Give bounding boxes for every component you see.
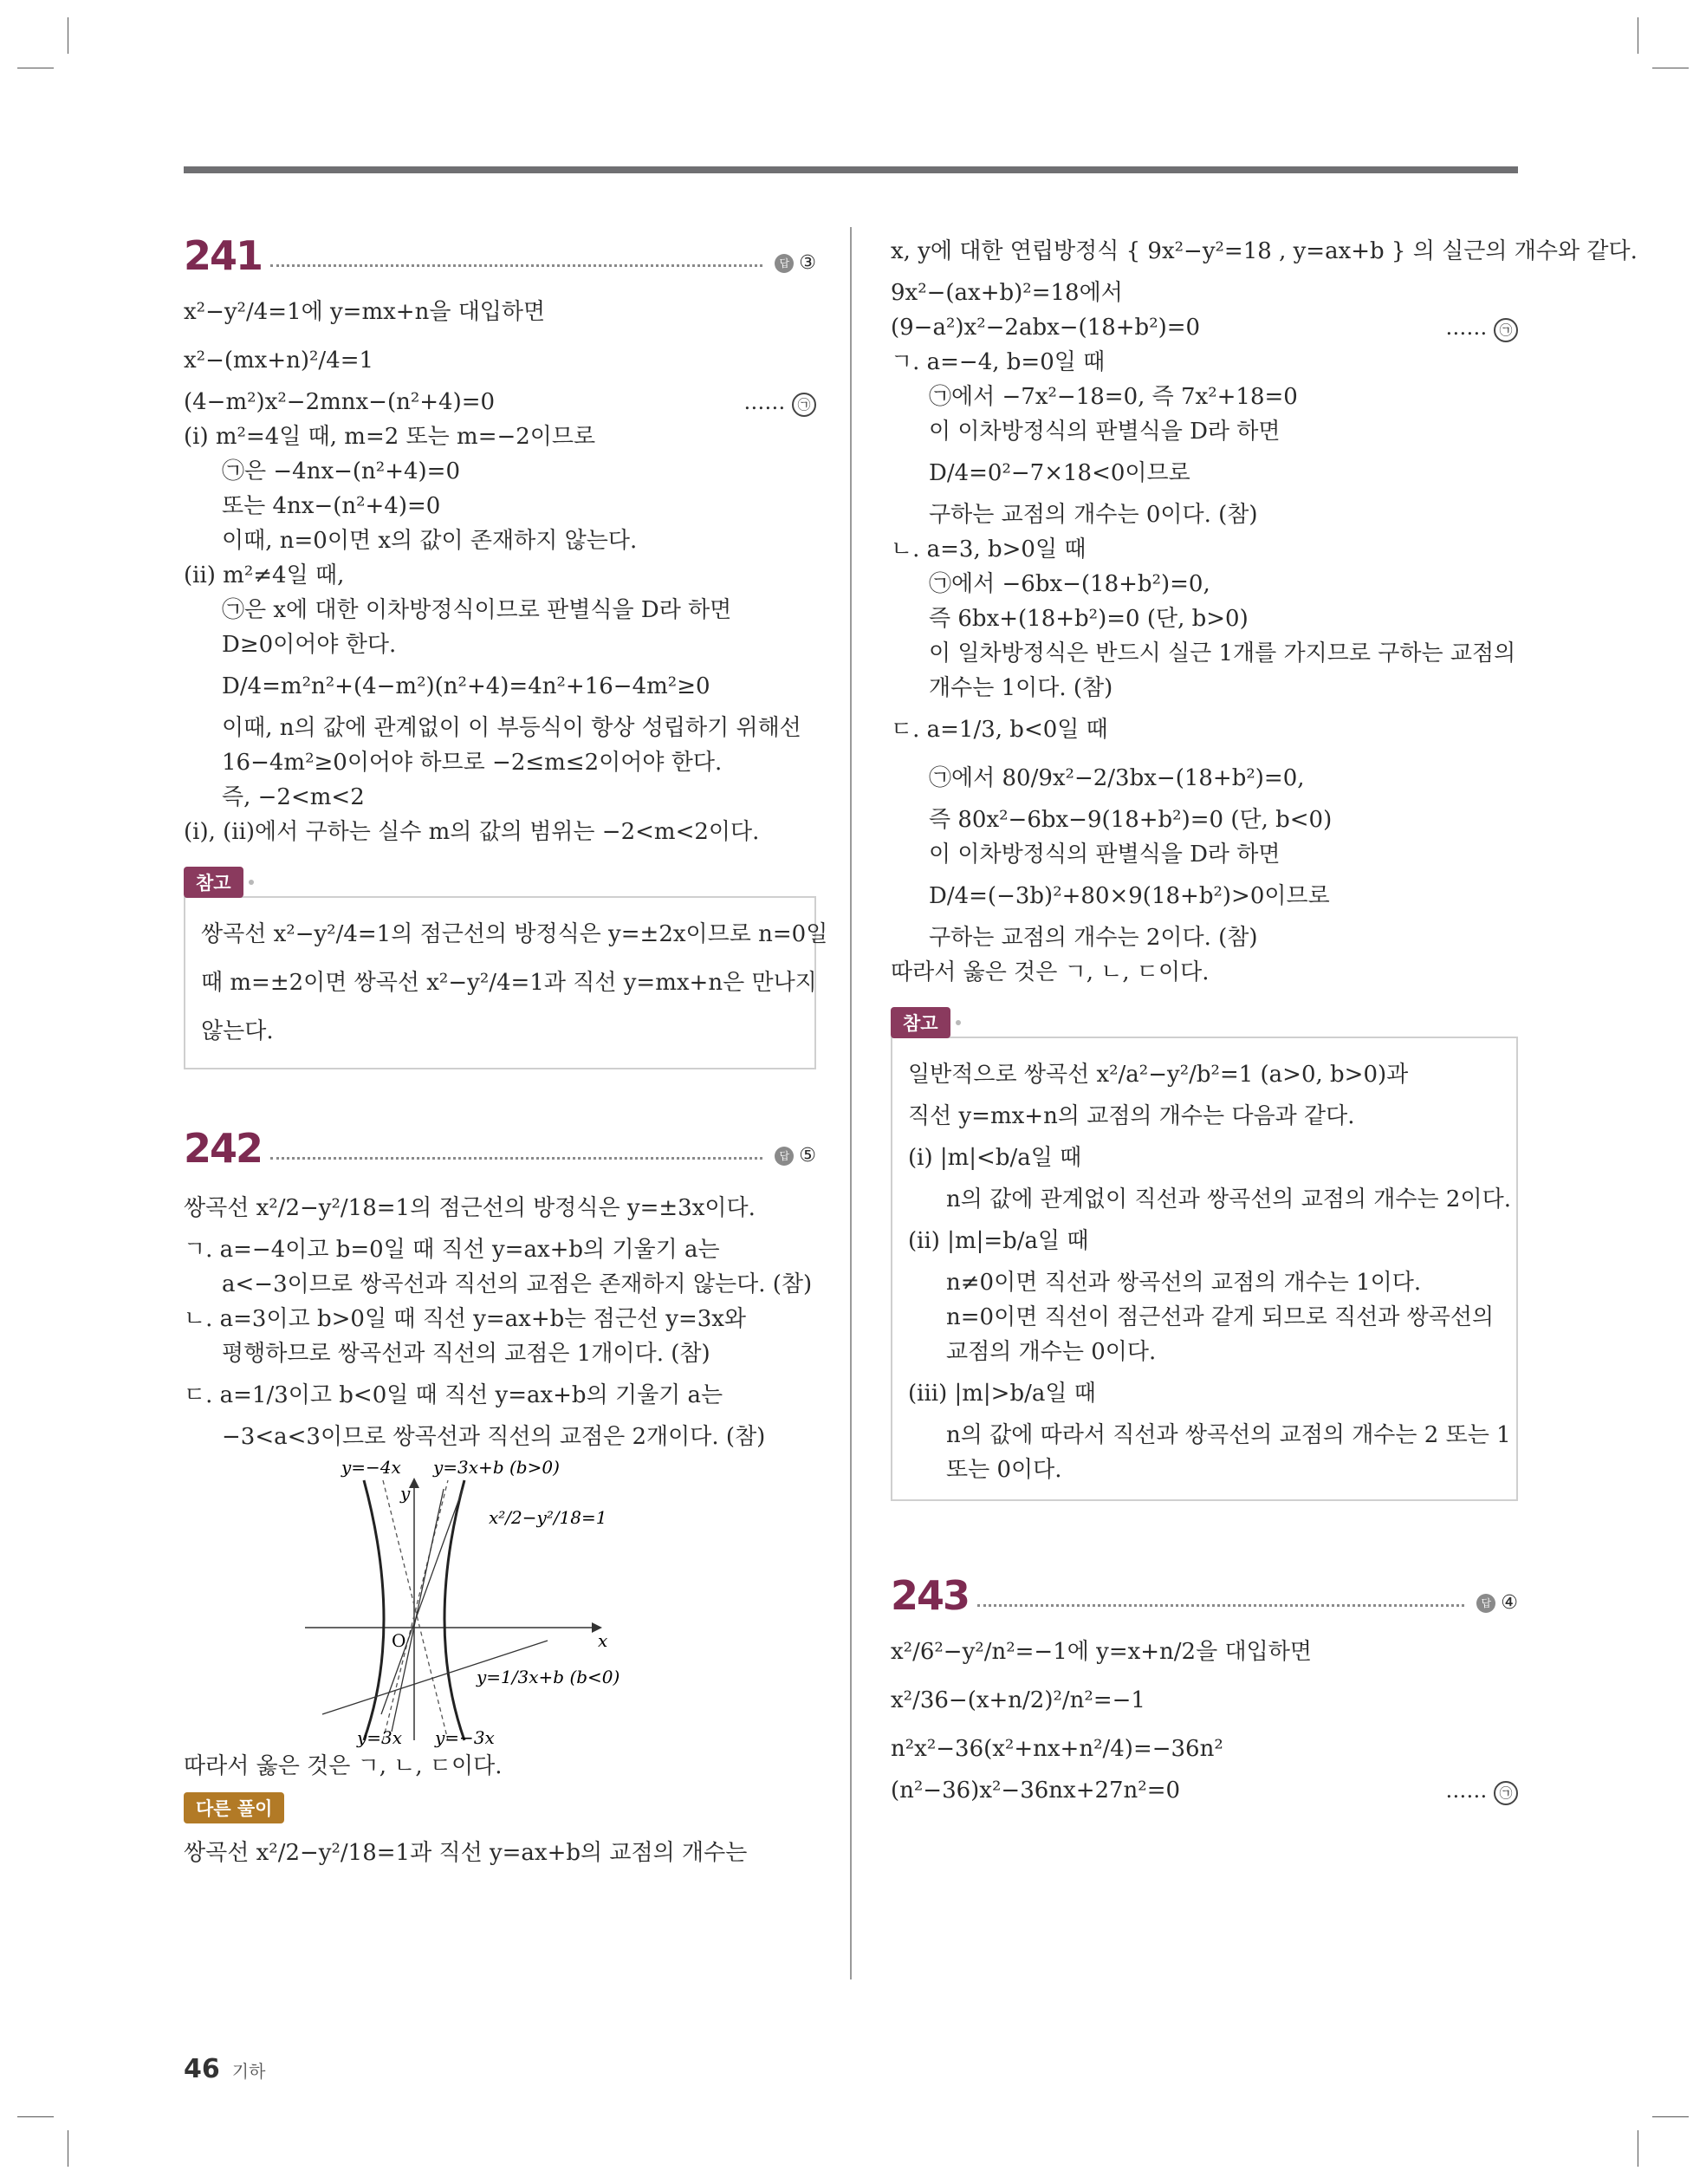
note-line: 쌍곡선 x²−y²/4=1의 점근선의 방정식은 y=±2x이므로 n=0일: [201, 921, 828, 947]
solution-line: 이 이차방정식의 판별식을 D라 하면: [929, 419, 1281, 445]
answer-label: [1476, 1592, 1518, 1614]
note-line: n의 값에 따라서 직선과 쌍곡선의 교점의 개수는 2 또는 1: [946, 1422, 1511, 1448]
top-rule: [184, 166, 1518, 173]
hyperbola-right-branch: [444, 1480, 464, 1740]
conclusion-line: 따라서 옳은 것은 ㄱ, ㄴ, ㄷ이다.: [891, 959, 1210, 985]
solution-line: x²/6²−y²/n²=−1에 y=x+n/2을 대입하면: [891, 1639, 1312, 1665]
solution-line: ㉠은 −4nx−(n²+4)=0: [222, 458, 461, 484]
label-x: x: [598, 1630, 608, 1651]
page-footer: [184, 2054, 265, 2084]
solution-line: (i), (ii)에서 구하는 실수 m의 값의 범위는 −2<m<2이다.: [184, 819, 760, 845]
solution-line: ㄴ. a=3이고 b>0일 때 직선 y=ax+b는 점근선 y=3x와: [184, 1306, 747, 1332]
solution-line: x²−y²/4=1에 y=mx+n을 대입하면: [184, 299, 546, 325]
note-dot: [249, 880, 254, 885]
solution-line: ㄴ. a=3, b>0일 때: [891, 536, 1087, 562]
label-y: y: [400, 1483, 411, 1504]
note-box: [184, 896, 828, 1069]
note-dot: [956, 1020, 961, 1025]
solution-line: (i) m²=4일 때, m=2 또는 m=−2이므로: [184, 424, 596, 450]
leader-dots: [270, 1157, 762, 1160]
note-line: (iii) |m|>b/a일 때: [908, 1381, 1096, 1407]
note-line: (i) |m|<b/a일 때: [908, 1145, 1082, 1171]
solution-line: 구하는 교점의 개수는 2이다. (참): [929, 925, 1258, 951]
solution-line: (9−a²)x²−2abx−(18+b²)=0 …… ㉠: [891, 310, 1518, 345]
answer-value: ④: [1501, 1592, 1518, 1614]
conclusion-line: 따라서 옳은 것은 ㄱ, ㄴ, ㄷ이다.: [184, 1753, 503, 1779]
solution-line: ㉠은 x에 대한 이차방정식이므로 판별식을 D라 하면: [222, 597, 732, 623]
solution-line: 이 일차방정식은 반드시 실근 1개를 가지므로 구하는 교점의: [929, 640, 1516, 666]
page-number: 46: [184, 2054, 220, 2084]
alt-line: 쌍곡선 x²/2−y²/18=1과 직선 y=ax+b의 교점의 개수는: [184, 1840, 748, 1866]
label-hyper: x²/2−y²/18=1: [489, 1507, 607, 1528]
problem-number: 243: [891, 1572, 970, 1619]
note-line: (ii) |m|=b/a일 때: [908, 1228, 1089, 1254]
label-o: O: [392, 1630, 406, 1651]
answer-icon: 답: [1476, 1594, 1495, 1613]
problem-number: 241: [184, 232, 263, 279]
note-tag: 참고: [184, 867, 243, 898]
note-line: 교점의 개수는 0이다.: [946, 1339, 1157, 1365]
equation-marker: …… ㉠: [1445, 1773, 1518, 1808]
solution-line: 쌍곡선 x²/2−y²/18=1의 점근선의 방정식은 y=±3x이다.: [184, 1195, 756, 1221]
problem-header-243: [891, 1567, 1518, 1619]
solution-line: ㄱ. a=−4, b=0일 때: [891, 349, 1106, 375]
alt-header: [184, 1792, 816, 1823]
equation-marker: …… ㉠: [1445, 310, 1518, 345]
leader-dots: [977, 1604, 1464, 1607]
label-neg3x: y=−3x: [435, 1727, 495, 1748]
hyperbola-left-branch: [364, 1480, 384, 1740]
leader-dots: [270, 264, 762, 267]
solution-line: 9x²−(ax+b)²=18에서: [891, 280, 1123, 306]
equation-marker: …… ㉠: [743, 385, 816, 419]
note-line: n의 값에 관계없이 직선과 쌍곡선의 교점의 개수는 2이다.: [946, 1186, 1511, 1212]
solution-line: (n²−36)x²−36nx+27n²=0 …… ㉠: [891, 1773, 1518, 1808]
solution-line: n²x²−36(x²+nx+n²/4)=−36n²: [891, 1736, 1223, 1762]
solution-line: 이 이차방정식의 판별식을 D라 하면: [929, 842, 1281, 868]
solution-line: D/4=(−3b)²+80×9(18+b²)>0이므로: [929, 883, 1330, 909]
problem-number: 242: [184, 1125, 263, 1172]
answer-value: ③: [799, 252, 816, 274]
left-column: [184, 227, 828, 1877]
solution-line: (4−m²)x²−2mnx−(n²+4)=0 …… ㉠: [184, 385, 816, 419]
solution-line: 개수는 1이다. (참): [929, 675, 1113, 701]
label-third: y=1/3x+b (b<0): [477, 1667, 620, 1687]
solution-line: 구하는 교점의 개수는 0이다. (참): [929, 502, 1258, 528]
solution-line: ㄱ. a=−4이고 b=0일 때 직선 y=ax+b의 기울기 a는: [184, 1237, 720, 1263]
solution-line: a<−3이므로 쌍곡선과 직선의 교점은 존재하지 않는다. (참): [222, 1271, 813, 1297]
column-divider: [850, 227, 852, 1979]
note-header: [184, 867, 816, 898]
solution-line: 평행하므로 쌍곡선과 직선의 교점은 1개이다. (참): [222, 1341, 710, 1367]
solution-line: ㄷ. a=1/3이고 b<0일 때 직선 y=ax+b의 기울기 a는: [184, 1382, 723, 1408]
solution-line: x²−(mx+n)²/4=1: [184, 348, 374, 374]
solution-line: 또는 4nx−(n²+4)=0: [222, 493, 441, 519]
answer-icon: 답: [775, 1147, 794, 1166]
solution-line: ㉠에서 80/9x²−2/3bx−(18+b²)=0,: [929, 765, 1305, 791]
right-column: [891, 227, 1638, 1808]
note-tag: 참고: [891, 1007, 950, 1038]
note-box: [891, 1037, 1518, 1501]
label-3x: y=3x: [357, 1727, 403, 1748]
section-label: 기하: [231, 2061, 266, 2082]
note-header: [891, 1007, 1518, 1038]
solution-line: −3<a<3이므로 쌍곡선과 직선의 교점은 2개이다. (참): [222, 1424, 766, 1450]
solution-line: 즉 80x²−6bx−9(18+b²)=0 (단, b<0): [929, 807, 1333, 833]
answer-label: [775, 1145, 816, 1167]
solution-line: 16−4m²≥0이어야 하므로 −2≤m≤2이어야 한다.: [222, 750, 723, 776]
note-line: 또는 0이다.: [946, 1457, 1062, 1483]
label-3xb: y=3x+b (b>0): [433, 1457, 560, 1478]
note-line: 때 m=±2이면 쌍곡선 x²−y²/4=1과 직선 y=mx+n은 만나지: [201, 970, 817, 996]
note-line: 일반적으로 쌍곡선 x²/a²−y²/b²=1 (a>0, b>0)과: [908, 1062, 1409, 1088]
solution-line: x, y에 대한 연립방정식 { 9x²−y²=18 , y=ax+b } 의 실근의 개수와 같다.: [891, 238, 1638, 264]
solution-line: D/4=m²n²+(4−m²)(n²+4)=4n²+16−4m²≥0: [222, 673, 710, 699]
line-neg4x: [392, 1489, 444, 1732]
hyperbola-graph: [262, 1454, 747, 1749]
answer-label: [775, 252, 816, 274]
label-neg4x: y=−4x: [341, 1457, 401, 1478]
solution-line: 이때, n=0이면 x의 값이 존재하지 않는다.: [222, 528, 638, 554]
solution-line: 이때, n의 값에 관계없이 이 부등식이 항상 성립하기 위해선: [222, 715, 801, 741]
solution-line: ㄷ. a=1/3, b<0일 때: [891, 717, 1108, 743]
problem-header-241: [184, 227, 816, 279]
answer-value: ⑤: [799, 1145, 816, 1167]
alt-tag: 다른 풀이: [184, 1792, 284, 1823]
solution-line: x²/36−(x+n/2)²/n²=−1: [891, 1687, 1145, 1713]
crop-mark: [1652, 2116, 1689, 2117]
solution-line: 즉 6bx+(18+b²)=0 (단, b>0): [929, 606, 1249, 632]
crop-mark: [17, 2116, 54, 2117]
solution-line: ㉠에서 −6bx−(18+b²)=0,: [929, 571, 1210, 597]
note-line: 직선 y=mx+n의 교점의 개수는 다음과 같다.: [908, 1103, 1355, 1129]
note-line: n≠0이면 직선과 쌍곡선의 교점의 개수는 1이다.: [946, 1270, 1422, 1296]
note-line: 않는다.: [201, 1018, 274, 1044]
solution-line: (ii) m²≠4일 때,: [184, 562, 345, 588]
answer-icon: 답: [775, 254, 794, 273]
problem-header-242: [184, 1120, 816, 1172]
solution-line: D/4=0²−7×18<0이므로: [929, 460, 1190, 486]
solution-line: D≥0이어야 한다.: [222, 632, 397, 658]
note-line: n=0이면 직선이 점근선과 같게 되므로 직선과 쌍곡선의: [946, 1304, 1495, 1330]
solution-line: ㉠에서 −7x²−18=0, 즉 7x²+18=0: [929, 384, 1298, 410]
solution-line: 즉, −2<m<2: [222, 784, 365, 810]
